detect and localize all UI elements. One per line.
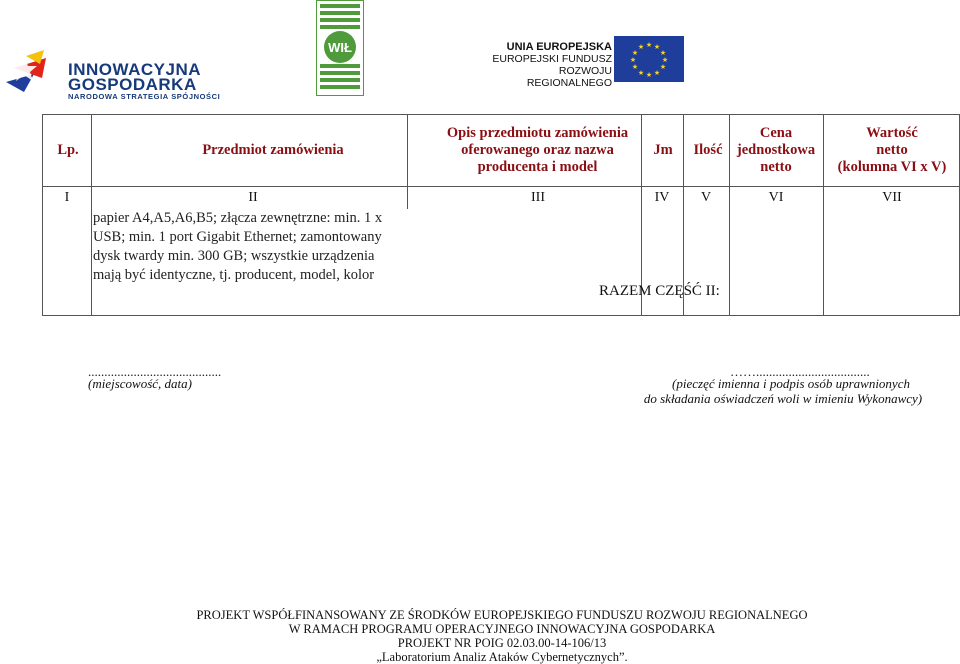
header-ilosc: Ilość — [693, 142, 723, 158]
footer-line2: W RAMACH PROGRAMU OPERACYJNEGO INNOWACYJNA GOSPODARKA — [288, 622, 716, 636]
ig-line2: GOSPODARKA — [68, 75, 197, 94]
footer-line3: PROJEKT NR POIG 02.03.00-14-106/13 — [397, 636, 607, 650]
svg-text:★: ★ — [653, 43, 661, 51]
header-przedmiot: Przedmiot zamówienia — [202, 142, 344, 158]
offer-table — [42, 114, 960, 316]
footer-line4: „Laboratorium Analiz Ataków Cybernetycznych”. — [376, 650, 628, 664]
svg-text:★: ★ — [629, 56, 637, 64]
signature-label-line1: (pieczęć imienna i podpis osób uprawnionych — [672, 376, 910, 391]
unia-europejska-logo — [488, 36, 688, 89]
svg-text:★: ★ — [653, 69, 661, 77]
header-cena: Cena jednostkowa netto — [736, 125, 816, 175]
signature-label-line2: do składania oświadczeń woli w imieniu Wykonawcy) — [643, 391, 923, 406]
svg-text:★: ★ — [659, 63, 667, 71]
svg-text:★: ★ — [631, 63, 639, 71]
ue-line1: UNIA EUROPEJSKA — [506, 41, 612, 53]
svg-text:★: ★ — [661, 56, 669, 64]
svg-text:★: ★ — [659, 49, 667, 57]
column-divider — [823, 115, 824, 315]
col-number: IV — [654, 190, 670, 205]
svg-text:★: ★ — [645, 71, 653, 79]
wil-logo — [316, 0, 364, 96]
col-number: III — [531, 190, 545, 205]
item-description: papier A4,A5,A6,B5; złącza zewnętrzne: min. 1 x USB; min. 1 port Gigabit Ethernet; zamontowany dysk twardy min. 300 GB; wszystkie urządzenia mają być identyczne, tj. producent, model, kolor — [93, 210, 383, 283]
wil-emblem-icon — [316, 0, 364, 96]
col-number: VI — [768, 190, 784, 205]
place-date-label: (miejscowość, data) — [88, 376, 192, 391]
ue-line3: ROZWOJU REGIONALNEGO — [526, 65, 612, 89]
place-date-dots: ......................................... — [88, 364, 222, 379]
star-swoosh-icon — [4, 48, 64, 98]
eu-flag-icon — [614, 36, 684, 82]
svg-text:★: ★ — [645, 41, 653, 49]
innowacyjna-gospodarka-text — [68, 62, 220, 102]
ig-line1: INNOWACYJNA — [68, 60, 202, 79]
svg-text:★: ★ — [637, 69, 645, 77]
header-jm: Jm — [653, 142, 673, 158]
column-number-row — [43, 187, 959, 209]
col-number: V — [700, 190, 712, 205]
table-header-row — [43, 115, 959, 187]
ue-line2: EUROPEJSKI FUNDUSZ — [492, 53, 612, 65]
innowacyjna-gospodarka-logo — [4, 48, 236, 101]
column-divider — [729, 115, 730, 315]
header-lp: Lp. — [57, 142, 79, 158]
svg-text:★: ★ — [631, 49, 639, 57]
razem-label: RAZEM CZĘŚĆ II: — [599, 283, 720, 299]
column-divider — [91, 115, 92, 315]
ig-line3: NARODOWA STRATEGIA SPÓJNOŚCI — [68, 92, 221, 101]
signature-dots: ……................................... — [730, 364, 870, 379]
header-opis: Opis przedmiotu zamówienia oferowanego oraz nazwa producenta i model — [446, 125, 629, 175]
header-wartosc: Wartość netto (kolumna VI x V) — [837, 125, 947, 175]
col-number: II — [248, 190, 258, 205]
col-number: VII — [882, 190, 902, 205]
col-number: I — [64, 190, 70, 205]
ue-text — [488, 41, 612, 89]
wil-logo-text: WIŁ — [328, 40, 352, 55]
footer-line1: PROJEKT WSPÓŁFINANSOWANY ZE ŚRODKÓW EUROPEJSKIEGO FUNDUSZU ROZWOJU REGIONALNEGO — [196, 608, 808, 622]
svg-text:★: ★ — [637, 43, 645, 51]
